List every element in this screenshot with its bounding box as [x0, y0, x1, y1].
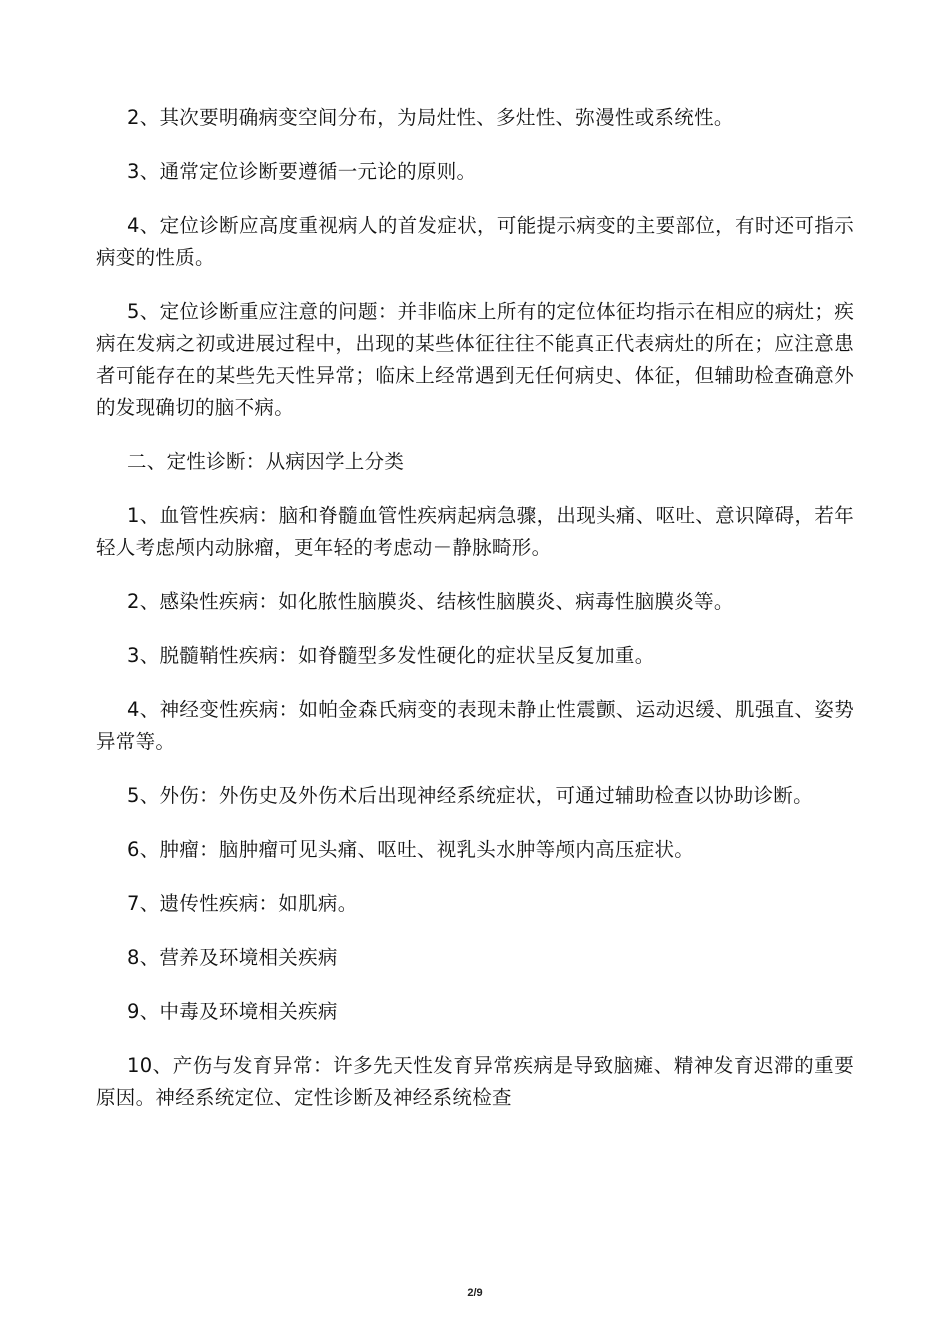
page-number: 2/9: [467, 1287, 483, 1299]
paragraph-trauma: 5、外伤：外伤史及外伤术后出现神经系统症状，可通过辅助检查以协助诊断。: [127, 784, 813, 807]
paragraph-demyelinating-disease: 3、脱髓鞘性疾病：如脊髓型多发性硬化的症状呈反复加重。: [127, 644, 655, 667]
paragraph-tumor: 6、肿瘤：脑肿瘤可见头痛、呕吐、视乳头水肿等颅内高压症状。: [127, 838, 695, 861]
paragraph-birth-injury: 10、产伤与发育异常：许多先天性发育异常疾病是导致脑瘫、精神发育迟滞的重要原因。神经系统定位、定性诊断及神经系统检查: [96, 1054, 854, 1109]
paragraph-localization-distribution: 2、其次要明确病变空间分布，为局灶性、多灶性、弥漫性或系统性。: [127, 106, 734, 129]
paragraph-nutrition-environment: 8、营养及环境相关疾病: [127, 946, 338, 969]
paragraph-hereditary-disease: 7、遗传性疾病：如肌病。: [127, 892, 358, 915]
document-body: [96, 102, 854, 1136]
paragraph-monism-principle: 3、通常定位诊断要遵循一元论的原则。: [127, 160, 477, 183]
paragraph-infectious-disease: 2、感染性疾病：如化脓性脑膜炎、结核性脑膜炎、病毒性脑膜炎等。: [127, 590, 734, 613]
paragraph-degenerative-disease: 4、神经变性疾病：如帕金森氏病变的表现未静止性震颤、运动迟缓、肌强直、姿势异常等。: [96, 698, 854, 753]
paragraph-localization-issues: 5、定位诊断重应注意的问题：并非临床上所有的定位体征均指示在相应的病灶；疾病在发病之初或进展过程中，出现的某些体征往往不能真正代表病灶的所在；应注意患者可能存在的某些先天性异常；临床上经常遇到无任何病史、体征，但辅助检查确意外的发现确切的脑不病。: [96, 300, 854, 419]
section-heading-qualitative-diagnosis: 二、定性诊断：从病因学上分类: [127, 450, 405, 473]
paragraph-poisoning-environment: 9、中毒及环境相关疾病: [127, 1000, 338, 1023]
paragraph-vascular-disease: 1、血管性疾病：脑和脊髓血管性疾病起病急骤，出现头痛、呕吐、意识障碍，若年轻人考虑颅内动脉瘤，更年轻的考虑动－静脉畸形。: [96, 504, 854, 559]
paragraph-first-symptom: 4、定位诊断应高度重视病人的首发症状，可能提示病变的主要部位，有时还可指示病变的性质。: [96, 214, 854, 269]
